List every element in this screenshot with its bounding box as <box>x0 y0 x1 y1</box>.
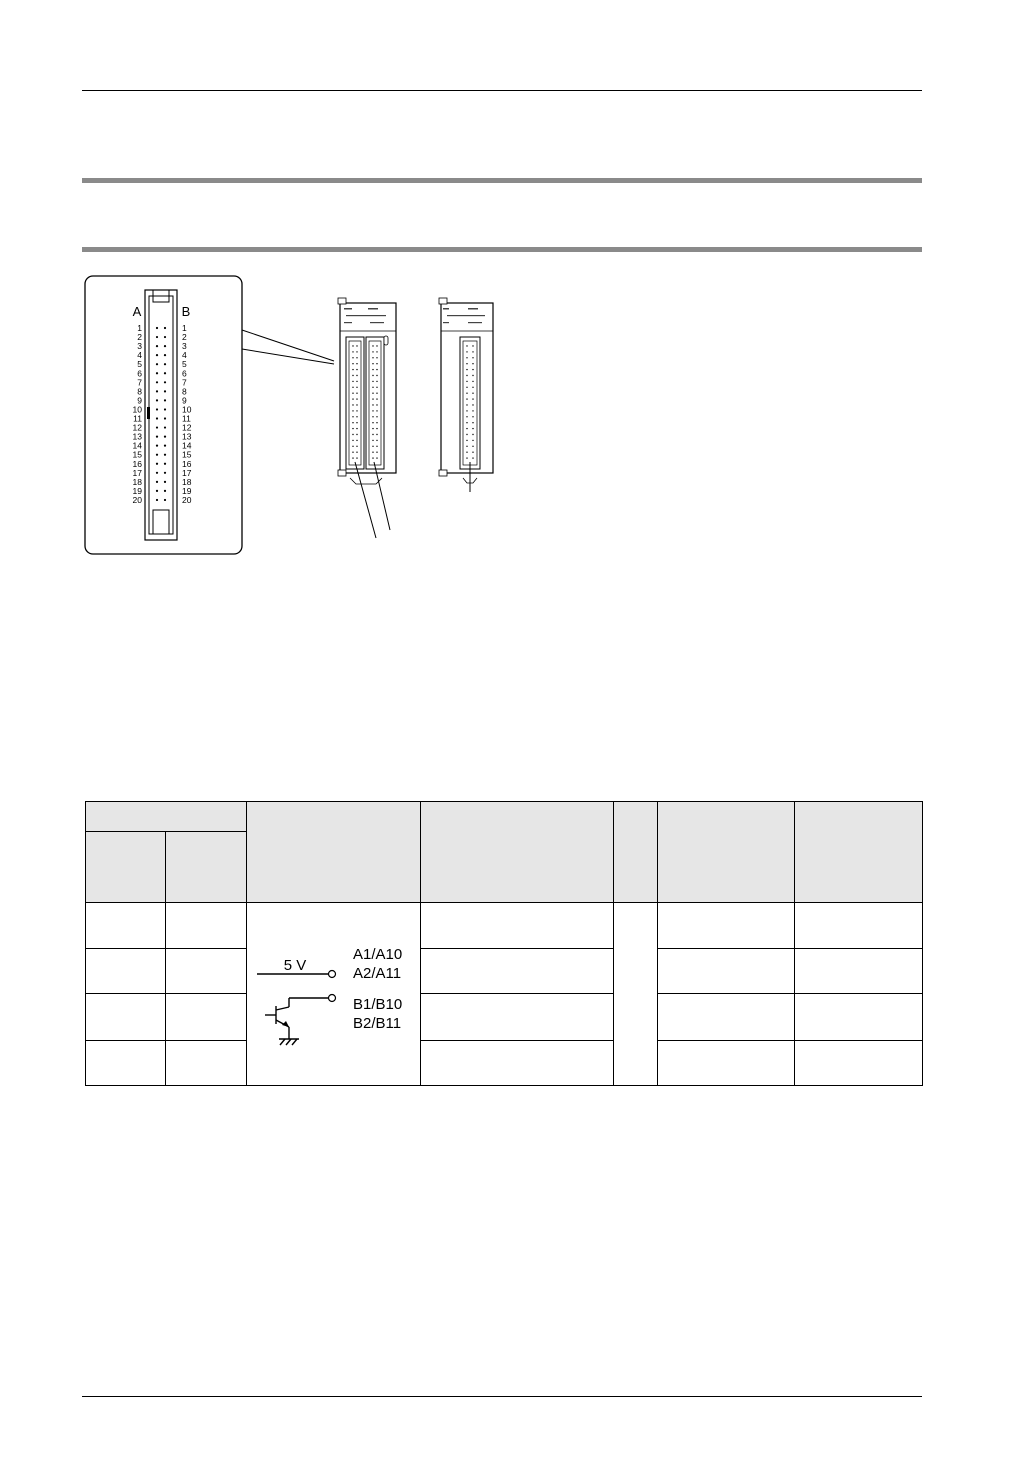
unit-pin-dot <box>356 393 357 394</box>
unit-pin-dot <box>372 393 373 394</box>
unit-pin-dot <box>352 457 353 458</box>
pin-dot-b <box>164 454 166 456</box>
header-cell-pin-a <box>86 832 166 903</box>
pin-number-a: 15 <box>132 449 142 460</box>
header-cell-io <box>614 802 658 903</box>
table-row <box>86 1040 923 1085</box>
table-row <box>86 994 923 1040</box>
unit-pin-dot <box>372 387 373 388</box>
pin-number-b: 19 <box>182 485 192 496</box>
pin-number-a: 5 <box>137 359 142 370</box>
pin-number-a: 11 <box>133 413 142 424</box>
table-cell <box>86 1040 166 1085</box>
pin-number-b: 1 <box>182 323 187 333</box>
unit-pin-dot <box>356 416 357 417</box>
unit-pin-dot <box>472 404 473 405</box>
pin-dot-a <box>156 472 158 474</box>
pin-dot-b <box>164 499 166 501</box>
pin-dot-b <box>164 354 166 356</box>
unit-pin-dot <box>372 452 373 453</box>
pin-dot-b <box>164 345 166 347</box>
pin-number-a: 13 <box>132 431 142 442</box>
pin-number-a: 17 <box>132 467 142 478</box>
unit-pin-dot <box>372 457 373 458</box>
pin-number-a: 1 <box>137 323 142 333</box>
header-cell-signal <box>421 802 614 903</box>
unit-pin-dot <box>472 457 473 458</box>
table-cell <box>795 1040 923 1085</box>
unit-pin-dot <box>472 434 473 435</box>
terminal-a <box>329 971 336 978</box>
pin-dot-a <box>156 408 158 410</box>
unit-pin-dot <box>352 351 353 352</box>
circuit-diagram-cell <box>247 903 421 1086</box>
table-cell <box>86 949 166 994</box>
table-cell <box>166 903 247 949</box>
table-cell <box>658 949 795 994</box>
pin-dot-a <box>156 426 158 428</box>
pin-number-a: 14 <box>132 440 142 451</box>
unit-pin-dot <box>472 428 473 429</box>
unit-pin-dot <box>466 363 467 364</box>
unit-pin-dot <box>466 422 467 423</box>
unit-pin-dot <box>356 363 357 364</box>
unit-pin-dot <box>376 416 377 417</box>
pin-number-a: 18 <box>132 476 142 487</box>
pin-dot-a <box>156 399 158 401</box>
unit-pin-dot <box>352 410 353 411</box>
pin-number-a: 16 <box>132 458 142 469</box>
unit-two-connectors <box>338 298 396 484</box>
pin-number-a: 3 <box>137 341 142 352</box>
unit-pin-dot <box>372 422 373 423</box>
table-cell <box>86 994 166 1040</box>
pin-number-b: 18 <box>182 476 192 487</box>
unit-pin-dot <box>372 428 373 429</box>
unit-pin-dot <box>376 381 377 382</box>
circuit-pins-b1: B1/B10 <box>353 996 403 1013</box>
pin-number-a: 8 <box>137 386 142 397</box>
unit-pin-dot <box>352 440 353 441</box>
unit-pin-dot <box>466 452 467 453</box>
unit-single-connector <box>439 298 493 483</box>
table-row <box>86 903 923 949</box>
unit-pin-dot <box>352 357 353 358</box>
connector-body <box>145 290 177 540</box>
unit-pin-dot <box>376 422 377 423</box>
unit-pin-dot <box>352 381 353 382</box>
unit-pin-dot <box>352 416 353 417</box>
unit-pin-dot <box>376 446 377 447</box>
unit-pin-dot <box>372 357 373 358</box>
terminal-b <box>329 995 336 1002</box>
unit-pin-dot <box>466 345 467 346</box>
unit-pin-dot <box>466 457 467 458</box>
unit-pin-dot <box>372 410 373 411</box>
table-cell <box>421 1040 614 1085</box>
unit-pin-dot <box>352 393 353 394</box>
pin-dot-a <box>156 463 158 465</box>
pin-dot-a <box>156 372 158 374</box>
unit-pin-dot <box>372 434 373 435</box>
unit-pin-dot <box>356 446 357 447</box>
unit-pin-dot <box>472 357 473 358</box>
pin-number-b: 14 <box>182 440 192 451</box>
unit-pin-dot <box>356 345 357 346</box>
pin-column-b-label: B <box>181 304 191 319</box>
unit-pin-dot <box>372 375 373 376</box>
unit-pin-dot <box>376 428 377 429</box>
pin-number-b: 17 <box>182 467 192 478</box>
pin-dot-a <box>156 481 158 483</box>
unit-pin-dot <box>466 357 467 358</box>
unit-pin-dot <box>352 446 353 447</box>
unit-pin-dot <box>372 446 373 447</box>
table-cell <box>795 949 923 994</box>
unit-pin-dot <box>356 357 357 358</box>
header-cell-specification-1 <box>658 802 795 903</box>
pin-dot-b <box>164 372 166 374</box>
unit-pin-dot <box>352 434 353 435</box>
unit-pin-dot <box>466 387 467 388</box>
unit-pin-dot <box>472 369 473 370</box>
pin-dot-b <box>164 399 166 401</box>
unit-pin-dot <box>356 428 357 429</box>
pin-dot-a <box>156 345 158 347</box>
unit-pin-dot <box>376 357 377 358</box>
table-cell <box>658 994 795 1040</box>
unit-pin-dot <box>376 369 377 370</box>
pin-dot-a <box>156 490 158 492</box>
pin-dot-b <box>164 490 166 492</box>
pin-number-b: 10 <box>182 404 192 415</box>
pin-dot-a <box>156 454 158 456</box>
unit-pin-dot <box>356 381 357 382</box>
unit-pin-dot <box>472 345 473 346</box>
table-cell <box>658 1040 795 1085</box>
pin-number-b: 16 <box>182 458 192 469</box>
pin-number-b: 9 <box>182 395 187 406</box>
table-cell <box>421 903 614 949</box>
unit-pin-dot <box>356 398 357 399</box>
unit-pin-dot <box>376 457 377 458</box>
unit-pin-dot <box>376 452 377 453</box>
unit-pin-dot <box>376 434 377 435</box>
table-cell <box>658 903 795 949</box>
unit-pin-dot <box>376 398 377 399</box>
unit-pin-dot <box>376 404 377 405</box>
pin-dot-b <box>164 481 166 483</box>
connector-figure <box>0 0 1032 570</box>
unit-pin-dot <box>356 404 357 405</box>
unit-pin-dot <box>472 422 473 423</box>
pin-number-b: 5 <box>182 359 187 370</box>
pin-dot-b <box>164 426 166 428</box>
header-cell-pin-group <box>86 802 247 832</box>
pin-dot-a <box>156 336 158 338</box>
unit-pin-dot <box>472 351 473 352</box>
unit-pin-dot <box>372 363 373 364</box>
pin-dot-b <box>164 336 166 338</box>
unit-pin-dot <box>352 345 353 346</box>
unit-pin-dot <box>372 369 373 370</box>
pin-number-b: 20 <box>182 494 192 505</box>
transistor-symbol <box>265 998 328 1045</box>
unit-pin-dot <box>352 375 353 376</box>
unit-pin-dot <box>472 446 473 447</box>
header-cell-specification-2 <box>795 802 923 903</box>
table-cell <box>421 994 614 1040</box>
unit-pin-dot <box>376 410 377 411</box>
pin-dot-b <box>164 463 166 465</box>
unit-pin-dot <box>352 452 353 453</box>
table-cell-io-merged <box>614 903 658 1086</box>
header-cell-pin-b <box>166 832 247 903</box>
pin-dot-a <box>156 390 158 392</box>
unit-pin-dot <box>376 345 377 346</box>
unit-pin-dot <box>356 440 357 441</box>
pin-dot-a <box>156 499 158 501</box>
unit-pin-dot <box>352 387 353 388</box>
pin-dot-a <box>156 363 158 365</box>
unit-pin-dot <box>372 440 373 441</box>
unit-pin-dot <box>356 452 357 453</box>
unit-pin-dot <box>356 457 357 458</box>
footer-rule <box>82 1396 922 1397</box>
pin-dot-b <box>164 445 166 447</box>
unit-pin-dot <box>466 446 467 447</box>
pin-number-b: 15 <box>182 449 192 460</box>
unit-pin-dot <box>356 375 357 376</box>
unit-pin-dot <box>356 422 357 423</box>
unit-pin-dot <box>472 410 473 411</box>
pin-dot-b <box>164 417 166 419</box>
circuit-pins-b2: B2/B11 <box>353 1015 402 1032</box>
unit-pin-dot <box>472 452 473 453</box>
unit-pin-dot <box>472 440 473 441</box>
pin-column-a-label: A <box>132 304 142 319</box>
unit-pin-dot <box>466 351 467 352</box>
unit-pin-dot <box>376 375 377 376</box>
pin-number-a: 2 <box>137 332 142 343</box>
circuit-pins-a2: A2/A11 <box>353 965 402 982</box>
unit-pin-dot <box>466 381 467 382</box>
pin-number-a: 9 <box>137 395 142 406</box>
pin-dot-a <box>156 327 158 329</box>
pin-dot-a <box>156 417 158 419</box>
pin-number-b: 12 <box>182 422 192 433</box>
unit-pin-dot <box>466 398 467 399</box>
unit-pin-dot <box>466 410 467 411</box>
circuit-voltage-label: 5 V <box>283 957 307 974</box>
unit-pin-dot <box>352 369 353 370</box>
pin-number-a: 6 <box>137 368 142 379</box>
unit-pin-dot <box>376 351 377 352</box>
pin-dot-b <box>164 381 166 383</box>
pin-number-a: 7 <box>137 377 142 388</box>
unit-pin-dot <box>472 363 473 364</box>
unit-pin-dot <box>472 398 473 399</box>
unit-pin-dot <box>356 387 357 388</box>
pin-dot-a <box>156 381 158 383</box>
pin-dot-b <box>164 390 166 392</box>
unit-pin-dot <box>466 369 467 370</box>
unit-pin-dot <box>352 363 353 364</box>
unit-pin-dot <box>376 440 377 441</box>
unit-pin-dot <box>472 393 473 394</box>
unit-pin-dot <box>352 404 353 405</box>
header-cell-circuit <box>247 802 421 903</box>
pin-dot-b <box>164 472 166 474</box>
table-cell <box>166 994 247 1040</box>
pin-dot-b <box>164 408 166 410</box>
pin-number-b: 2 <box>182 332 187 343</box>
pin-number-a: 10 <box>132 404 142 415</box>
pin-dot-b <box>164 327 166 329</box>
table-cell <box>421 949 614 994</box>
pin-number-b: 11 <box>182 413 191 424</box>
pin-dot-a <box>156 354 158 356</box>
pin-number-b: 13 <box>182 431 192 442</box>
pin-dot-a <box>156 436 158 438</box>
pin-number-b: 4 <box>182 350 187 361</box>
unit-pin-dot <box>376 387 377 388</box>
unit-pin-dot <box>466 375 467 376</box>
pin-number-b: 6 <box>182 368 187 379</box>
table-cell <box>86 903 166 949</box>
table-cell <box>795 994 923 1040</box>
pin-number-b: 7 <box>182 377 187 388</box>
unit-pin-dot <box>466 393 467 394</box>
unit-pin-dot <box>372 398 373 399</box>
table-cell <box>795 903 923 949</box>
unit-pin-dot <box>466 416 467 417</box>
unit-pin-dot <box>466 404 467 405</box>
pin-dot-b <box>164 363 166 365</box>
circuit-pins-a1: A1/A10 <box>353 946 403 963</box>
pin-number-a: 12 <box>132 422 142 433</box>
unit-pin-dot <box>356 369 357 370</box>
table-row <box>86 949 923 994</box>
unit-pin-dot <box>472 375 473 376</box>
unit-pin-dot <box>472 416 473 417</box>
table-cell <box>166 949 247 994</box>
pin-number-a: 4 <box>137 350 142 361</box>
unit-pin-dot <box>372 381 373 382</box>
unit-pin-dot <box>372 416 373 417</box>
pin-number-a: 20 <box>132 494 142 505</box>
unit-pin-dot <box>372 345 373 346</box>
pin-dot-b <box>164 436 166 438</box>
io-specification-table <box>85 801 923 1086</box>
unit-pin-dot <box>376 393 377 394</box>
unit-pin-dot <box>466 440 467 441</box>
pin-number-b: 3 <box>182 341 187 352</box>
unit-pin-dot <box>472 381 473 382</box>
pin-dot-a <box>156 445 158 447</box>
unit-pin-dot <box>356 434 357 435</box>
pin-number-a: 19 <box>132 485 142 496</box>
unit-pin-dot <box>376 363 377 364</box>
unit-pin-dot <box>372 351 373 352</box>
unit-pin-dot <box>472 387 473 388</box>
unit-pin-dot <box>352 398 353 399</box>
unit-pin-dot <box>356 410 357 411</box>
output-circuit-diagram <box>247 903 421 1085</box>
unit-pin-dot <box>352 428 353 429</box>
pin-number-b: 8 <box>182 386 187 397</box>
unit-pin-dot <box>352 422 353 423</box>
unit-pin-dot <box>372 404 373 405</box>
unit-pin-dot <box>466 434 467 435</box>
unit-pin-dot <box>466 428 467 429</box>
unit-pin-dot <box>356 351 357 352</box>
table-cell <box>166 1040 247 1085</box>
